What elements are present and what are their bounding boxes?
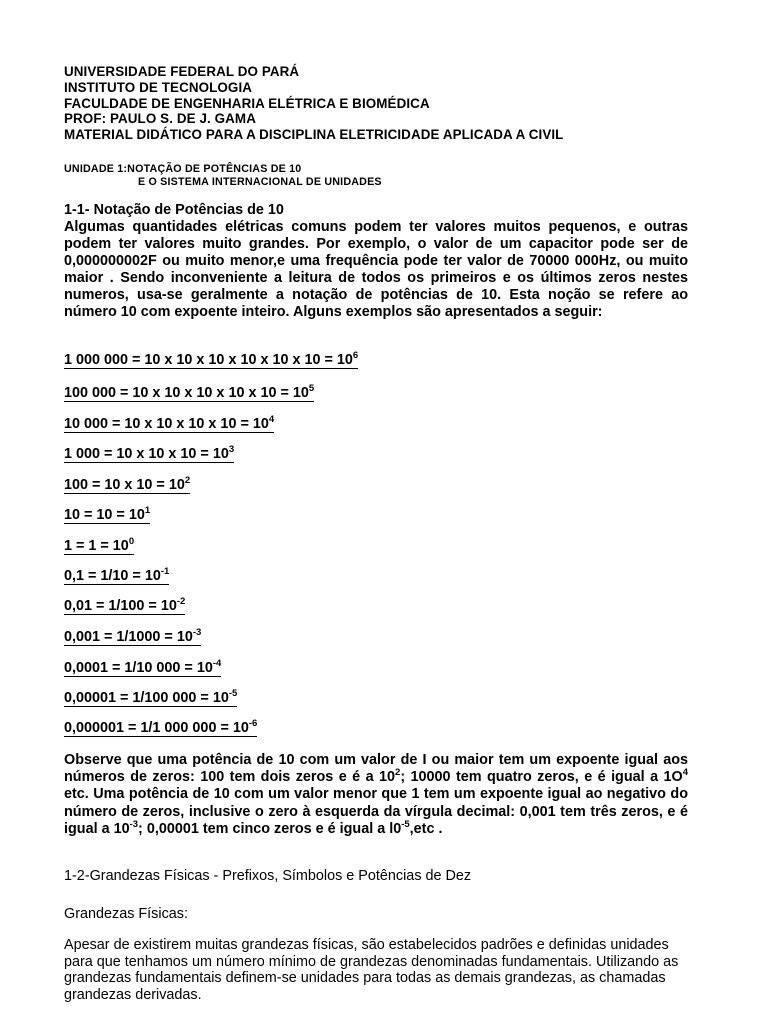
equation-item: 0,00001 = 1/100 $000 = 10^{-5}$ bbox=[64, 688, 238, 706]
document-header bbox=[64, 64, 563, 143]
equation-item: 100 000 = 10 x 10 x 10 x 10 x $10 = 10^5$ bbox=[64, 383, 315, 401]
section-1-intro: Algumas quantidades elétricas comuns podem ter valores muitos pequenos, e outras podem ter valores muito grandes. Por exemplo, o valor de um capacitor pode ser de 0,000000002F ou muito menor,e uma frequência pode ter valor de 70000 000Hz, ou muito maior . Sendo inconveniente a leitura de todos os primeiros e os últimos zeros nestes numeros, usa-se geralmente a notação de potências de 10. Esta noção se refere ao número 10 com expoente inteiro. Alguns exemplos são apresentados a seguir: bbox=[64, 219, 688, 320]
equation-item: 10 000 = 10 x 10 x 10 x $10 = 10^4$ bbox=[64, 414, 275, 432]
equation-item: $0,001 = 1/1000 = 10^{-3}$ bbox=[64, 627, 202, 645]
unit-title-line2: E O SISTEMA INTERNACIONAL DE UNIDADES bbox=[138, 176, 382, 188]
equation-item: 1 000 000 = 10 x 10 x 10 x 10 x 10 x $10 = 10^6$ bbox=[64, 350, 359, 368]
equation-item: $0,01 = 1/100 = 10^{-2}$ bbox=[64, 596, 186, 614]
header-institute: INSTITUTO DE TECNOLOGIA bbox=[64, 79, 253, 95]
section-2-title: 1-2-Grandezas Físicas - Prefixos, Símbolos e Potências de Dez bbox=[64, 868, 472, 884]
equation-item: 0,0001 = 1/10 $000 = 10^{-4}$ bbox=[64, 658, 222, 676]
header-university: UNIVERSIDADE FEDERAL DO PARÁ bbox=[64, 64, 300, 79]
section-2-subtitle: Grandezas Físicas: bbox=[64, 906, 188, 922]
equation-item: 100 = 10 x $10 = 10^2$ bbox=[64, 475, 191, 493]
header-professor: PROF: PAULO S. DE J. GAMA bbox=[64, 111, 256, 127]
section-1-title: 1-1- Notação de Potências de 10 bbox=[64, 202, 284, 218]
header-faculty: FACULDADE DE ENGENHARIA ELÉTRICA E BIOMÉDICA bbox=[64, 95, 430, 111]
observation-paragraph: Observe que uma potência de 10 com um valor de I ou maior tem um expoente igual aos números de zeros: 100 tem dois zeros e é a $10^2$; 10000 tem quatro zeros, e é igual a $1O^4$ etc. Uma potência de 10 com um valor menor que 1 tem um expoente igual ao negativo do número de zeros, inclusive o zero à esquerda da vírgula decimal: 0,001 tem três zeros, e é igual a $10^{-3}$; 0,00001 tem cinco zeros e é igual a $l0^{-5},etc$ . bbox=[64, 752, 688, 837]
section-2-paragraph: Apesar de existirem muitas grandezas físicas, são estabelecidos padrões e definidas unidades para que tenhamos um número mínimo de grandezas denominadas fundamentais. Utilizando as grandezas fundamentais definem-se unidades para todas as demais grandezas, as chamadas grandezas derivadas. bbox=[64, 937, 679, 1003]
unit-title-line1: UNIDADE 1:NOTAÇÃO DE POTÊNCIAS DE 10 bbox=[64, 163, 302, 175]
equation-item: $10 = 10 = 10^1$ bbox=[64, 505, 151, 523]
equation-item: $1 = 1 = 10^0$ bbox=[64, 536, 135, 554]
equation-item: $0,1 = 1/10 = 10^{-1}$ bbox=[64, 566, 170, 584]
unit-title bbox=[64, 163, 382, 189]
header-course-material: MATERIAL DIDÁTICO PARA A DISCIPLINA ELETRICIDADE APLICADA A CIVIL bbox=[64, 127, 564, 143]
equation-item: 0,000001 = 1/1 000 $000 = 10^{-6}$ bbox=[64, 718, 258, 736]
equation-item: 1 000 = 10 x 10 x $10 = 10^3$ bbox=[64, 444, 235, 462]
